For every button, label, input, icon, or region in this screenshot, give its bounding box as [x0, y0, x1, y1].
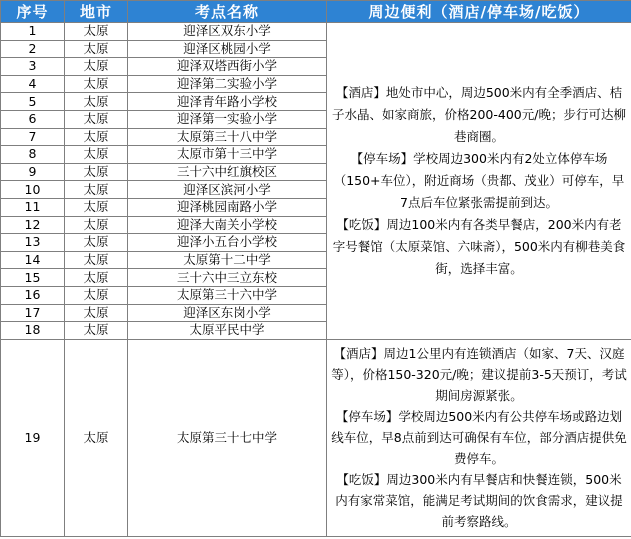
- cell-nearby-group1: [327, 23, 631, 340]
- cell-site-name: 迎泽大南关小学校: [128, 216, 327, 234]
- cell-city: 太原: [65, 110, 128, 128]
- cell-no: 15: [1, 269, 65, 287]
- cell-site-name: 迎泽区滨河小学: [128, 181, 327, 199]
- nearby-food: 【吃饭】周边300米内有早餐店和快餐连锁，500米内有家常菜馆，能满足考试期间的饮食需求，建议提前考察路线。: [335, 472, 623, 530]
- cell-no: 7: [1, 128, 65, 146]
- cell-no: 8: [1, 146, 65, 164]
- cell-city: 太原: [65, 23, 128, 41]
- cell-site-name: 迎泽区东岗小学: [128, 304, 327, 322]
- cell-no: 3: [1, 58, 65, 76]
- cell-site-name: 迎泽小五台小学校: [128, 234, 327, 252]
- cell-site-name: 迎泽青年路小学校: [128, 93, 327, 111]
- header-nearby: 周边便利（酒店/停车场/吃饭）: [327, 1, 631, 23]
- header-site-name: 考点名称: [128, 1, 327, 23]
- cell-nearby-row19: [327, 339, 631, 536]
- cell-site-name: 迎泽桃园南路小学: [128, 198, 327, 216]
- cell-no: 1: [1, 23, 65, 41]
- cell-site-name: 迎泽第一实验小学: [128, 110, 327, 128]
- cell-city: 太原: [65, 163, 128, 181]
- cell-city: 太原: [65, 234, 128, 252]
- table-row: [1, 339, 631, 536]
- nearby-parking: 【停车场】学校周边300米内有2处立体停车场（150+车位），附近商场（贵都、茂业）可停车，早7点后车位紧张需提前到达。: [333, 150, 625, 210]
- cell-no: 16: [1, 286, 65, 304]
- cell-no: 4: [1, 75, 65, 93]
- cell-no: 10: [1, 181, 65, 199]
- cell-no: 6: [1, 110, 65, 128]
- cell-no: 11: [1, 198, 65, 216]
- cell-city: 太原: [65, 40, 128, 58]
- nearby-hotel: 【酒店】周边1公里内有连锁酒店（如家、7天、汉庭等），价格150-320元/晚；建议提前3-5天预订，考试期间房源紧张。: [331, 346, 627, 404]
- cell-no: 17: [1, 304, 65, 322]
- cell-no: 19: [1, 339, 65, 536]
- nearby-hotel: 【酒店】地处市中心，周边500米内有全季酒店、桔子水晶、如家商旅，价格200-400元/晚；步行可达柳巷商圈。: [332, 84, 626, 144]
- cell-site-name: 三十六中红旗校区: [128, 163, 327, 181]
- cell-site-name: 太原市第十三中学: [128, 146, 327, 164]
- cell-city: 太原: [65, 286, 128, 304]
- cell-site-name: 三十六中三立东校: [128, 269, 327, 287]
- cell-site-name: 太原第三十六中学: [128, 286, 327, 304]
- cell-no: 5: [1, 93, 65, 111]
- cell-city: 太原: [65, 251, 128, 269]
- cell-no: 2: [1, 40, 65, 58]
- nearby-parking: 【停车场】学校周边500米内有公共停车场或路边划线车位，早8点前到达可确保有车位，部分酒店提供免费停车。: [331, 409, 627, 467]
- cell-no: 9: [1, 163, 65, 181]
- cell-city: 太原: [65, 339, 128, 536]
- header-no: 序号: [1, 1, 65, 23]
- cell-city: 太原: [65, 304, 128, 322]
- header-row: [1, 1, 631, 23]
- nearby-food: 【吃饭】周边100米内有各类早餐店，200米内有老字号餐馆（太原菜馆、六味斋），500米内有柳巷美食街，选择丰富。: [332, 216, 626, 276]
- cell-no: 18: [1, 322, 65, 340]
- cell-site-name: 迎泽第二实验小学: [128, 75, 327, 93]
- cell-site-name: 迎泽区双东小学: [128, 23, 327, 41]
- cell-site-name: 太原第三十八中学: [128, 128, 327, 146]
- cell-no: 14: [1, 251, 65, 269]
- cell-site-name: 太原第三十七中学: [128, 339, 327, 536]
- cell-city: 太原: [65, 75, 128, 93]
- table-row: [1, 23, 631, 41]
- cell-city: 太原: [65, 128, 128, 146]
- cell-city: 太原: [65, 181, 128, 199]
- header-city: 地市: [65, 1, 128, 23]
- cell-city: 太原: [65, 322, 128, 340]
- cell-site-name: 迎泽区桃园小学: [128, 40, 327, 58]
- cell-city: 太原: [65, 58, 128, 76]
- cell-site-name: 太原平民中学: [128, 322, 327, 340]
- cell-city: 太原: [65, 93, 128, 111]
- cell-city: 太原: [65, 198, 128, 216]
- cell-no: 13: [1, 234, 65, 252]
- cell-city: 太原: [65, 269, 128, 287]
- cell-city: 太原: [65, 146, 128, 164]
- cell-no: 12: [1, 216, 65, 234]
- cell-site-name: 太原第十二中学: [128, 251, 327, 269]
- cell-site-name: 迎泽双塔西街小学: [128, 58, 327, 76]
- cell-city: 太原: [65, 216, 128, 234]
